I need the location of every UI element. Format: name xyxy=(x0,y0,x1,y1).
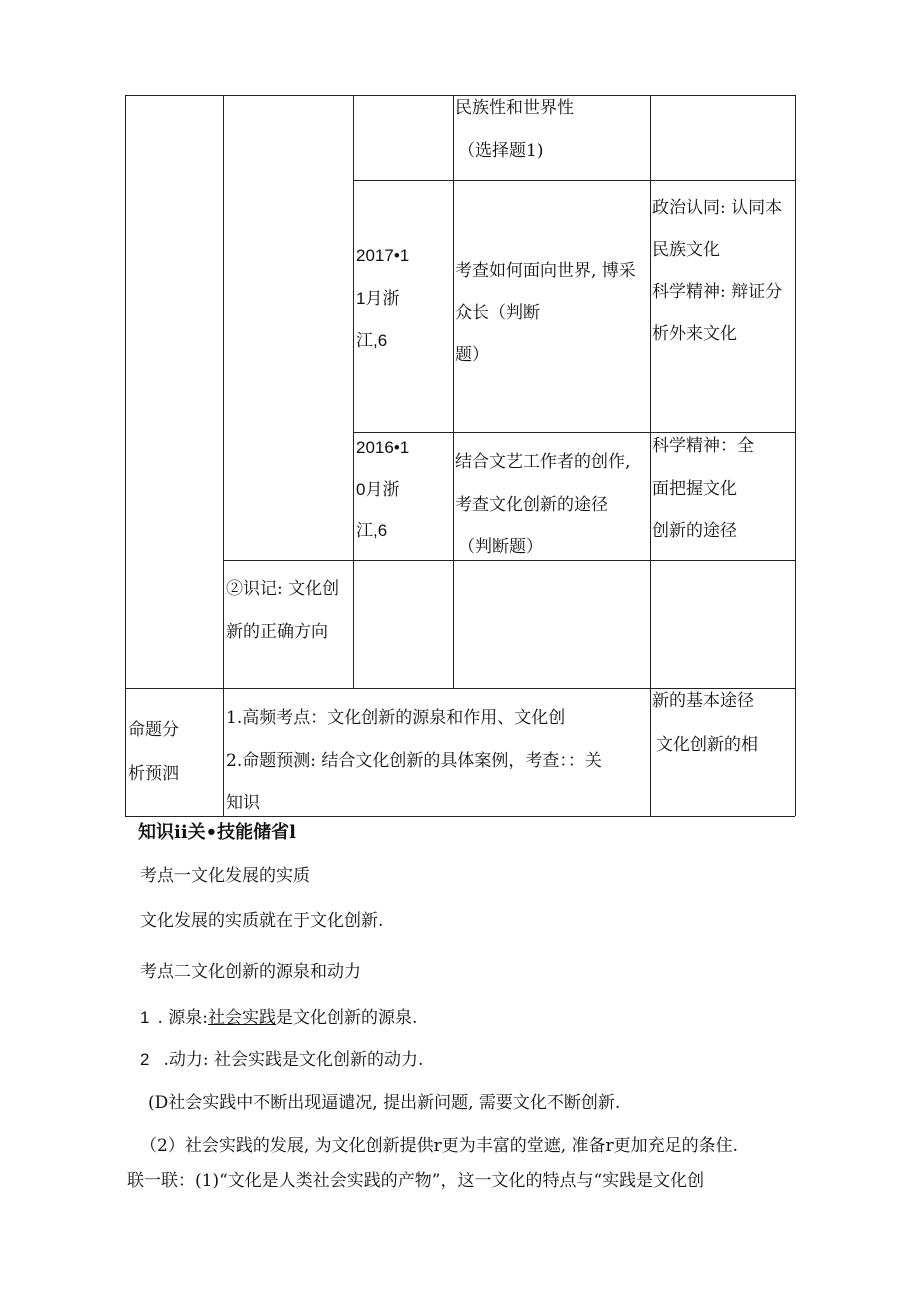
column-divider xyxy=(453,95,454,688)
analysis-label: 命题分 xyxy=(128,720,179,740)
exam-date: 0月浙 xyxy=(356,480,400,499)
literacy-text: 民族文化 xyxy=(652,240,720,260)
point2-title: 考点二文化创新的源泉和动力 xyxy=(140,962,361,982)
analysis-line: 知识 xyxy=(226,793,260,813)
literacy-text: 政治认同: 认同本 xyxy=(652,198,783,218)
table-left-border xyxy=(125,95,126,816)
table-cell-text: 民族性和世界性 xyxy=(455,98,574,118)
row-divider xyxy=(223,560,795,561)
literacy-text: 科学精神：全 xyxy=(652,436,754,456)
column-divider xyxy=(650,95,651,816)
analysis-side-text: 新的基本途径 xyxy=(652,691,754,711)
table-cell-text: 题） xyxy=(455,345,489,365)
exam-date: 2016•1 xyxy=(356,438,410,457)
analysis-label: 析预泗 xyxy=(128,764,179,784)
table-cell-text: （判断题） xyxy=(458,537,543,557)
table-cell-text: 考查如何面向世界, 博采 xyxy=(455,261,636,281)
literacy-text: 科学精神: 辩证分 xyxy=(652,282,783,302)
item1-label: . 源泉: xyxy=(157,1008,209,1028)
literacy-text: 面把握文化 xyxy=(652,479,737,499)
table-cell-text: 结合文艺工作者的创作, xyxy=(455,452,631,472)
point1-title: 考点一文化发展的实质 xyxy=(140,866,310,886)
knowledge-text: ②识记: 文化创 xyxy=(226,579,340,599)
section-title: 知识ii关•技能储省l xyxy=(138,822,297,843)
item2-number: 2 xyxy=(140,1050,150,1069)
column-divider xyxy=(223,95,224,816)
analysis-line: 1.高频考点：文化创新的源泉和作用、文化创 xyxy=(226,708,566,728)
exam-date: 1月浙 xyxy=(356,289,400,308)
column-divider xyxy=(353,95,354,688)
table-cell-text: （选择题1) xyxy=(458,141,544,161)
literacy-text: 创新的途径 xyxy=(652,521,737,541)
table-top-border xyxy=(125,95,795,96)
item1-underlined: 社会实践 xyxy=(208,1008,277,1028)
table-cell-text: 众长（判断 xyxy=(455,303,540,323)
item2-text: .动力: 社会实践是文化创新的动力. xyxy=(163,1050,424,1070)
item1-rest: 是文化创新的源泉. xyxy=(276,1008,418,1028)
link-text: 联一联：(1)“文化是人类社会实践的产物”，这一文化的特点与“实践是文化创 xyxy=(127,1171,705,1191)
item1-number: 1 xyxy=(140,1008,150,1027)
sub-point-2: （2）社会实践的发展, 为文化创新提供r更为丰富的堂遮, 准备r更加充足的条住. xyxy=(140,1136,739,1156)
exam-date: 江,6 xyxy=(356,521,388,540)
analysis-line: 2.命题预测: 结合文化创新的具体案例，考查：：关 xyxy=(226,751,602,771)
exam-date: 2017•1 xyxy=(356,246,410,265)
row-divider xyxy=(353,180,795,181)
literacy-text: 析外来文化 xyxy=(652,324,737,344)
exam-date: 江,6 xyxy=(356,331,388,350)
table-cell-text: 考查文化创新的途径 xyxy=(455,495,608,515)
table-right-border xyxy=(795,95,796,816)
row-divider xyxy=(353,432,795,433)
item2 xyxy=(140,1051,423,1069)
sub-point-1: (D社会实践中不断出现逼谴况, 提出新问题, 需要文化不断创新. xyxy=(148,1093,621,1113)
table-bottom-border xyxy=(125,816,795,817)
point1-text: 文化发展的实质就在于文化创新. xyxy=(140,911,384,931)
analysis-side-text: 文化创新的相 xyxy=(656,735,758,755)
knowledge-text: 新的正确方向 xyxy=(226,622,328,642)
row-divider xyxy=(125,688,795,689)
item1 xyxy=(140,1009,417,1027)
